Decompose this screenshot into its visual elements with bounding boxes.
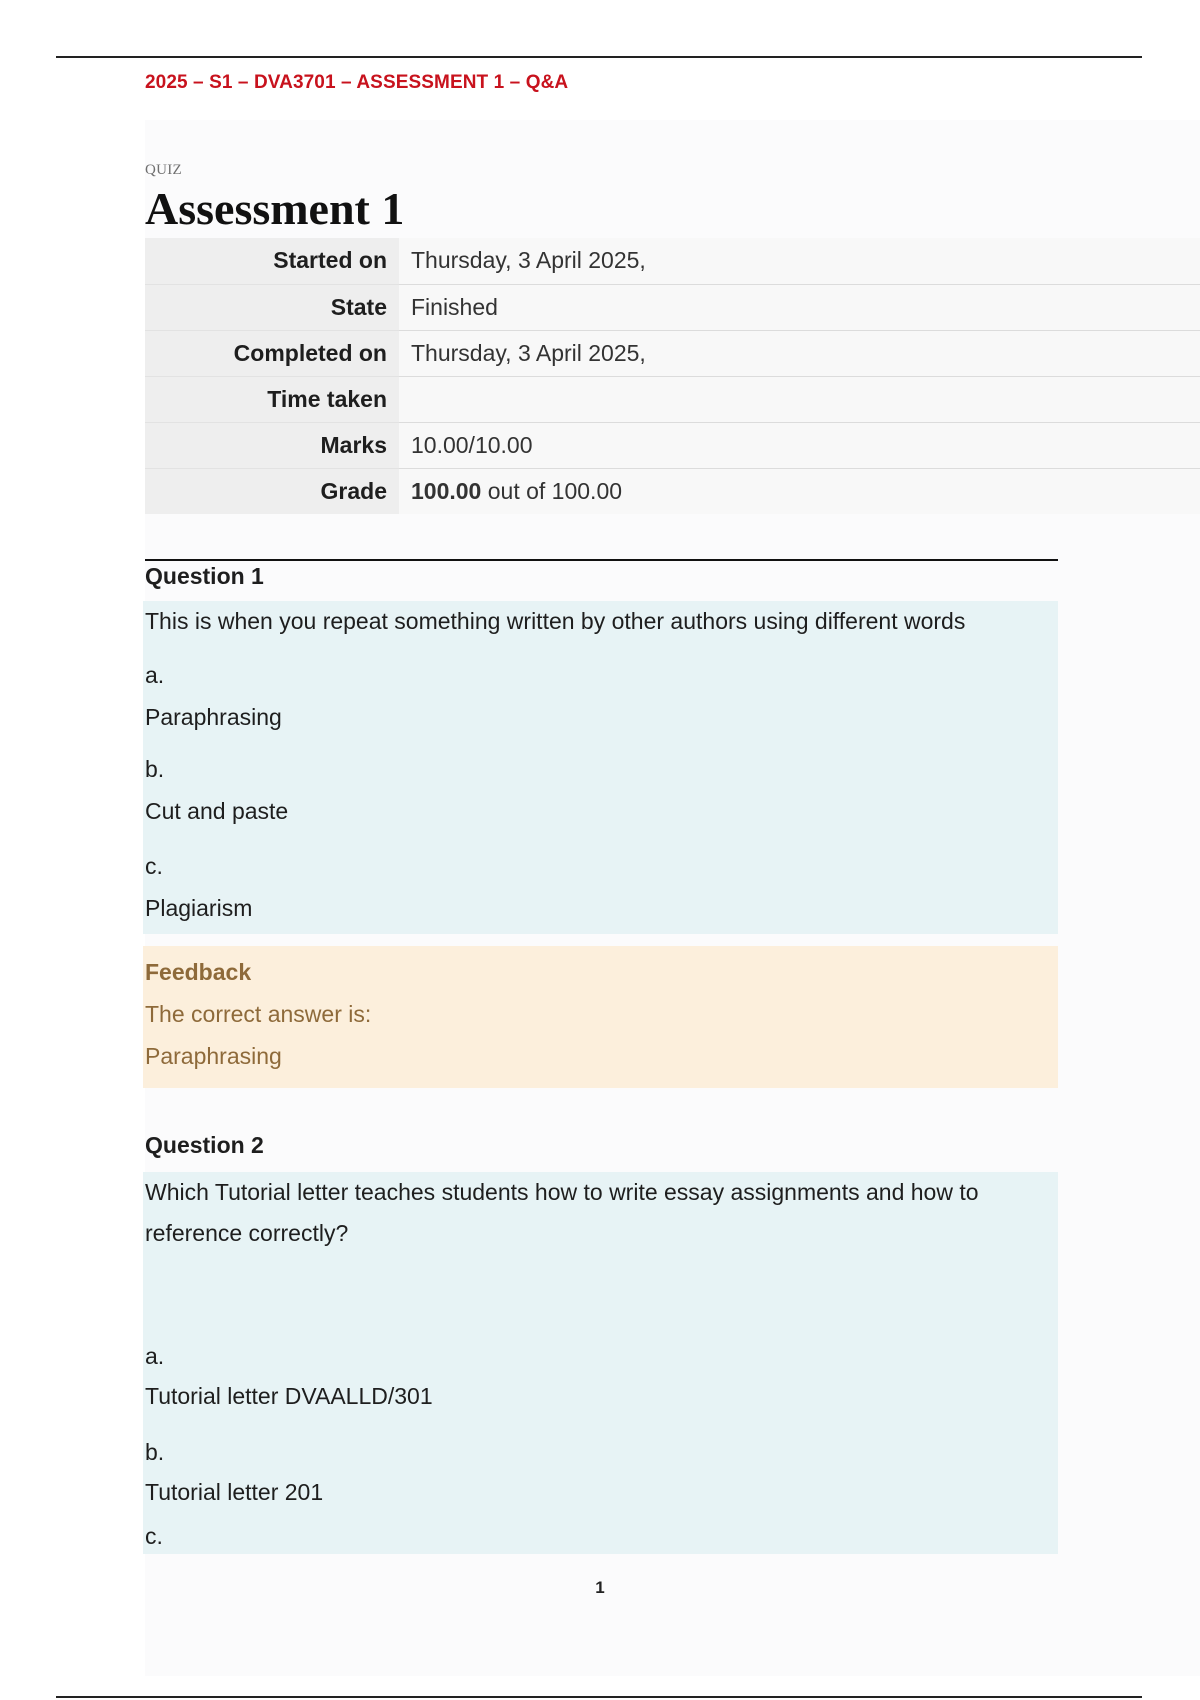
option-b-text: Cut and paste [145,798,289,824]
question-1-text: This is when you repeat something written by other authors using different words [145,608,966,634]
summary-label: Time taken [145,376,399,422]
feedback-answer: Paraphrasing [145,1043,282,1069]
grade-out-of: out of 100.00 [481,477,623,504]
option-c-text: Plagiarism [145,895,253,921]
option-a-letter: a. [145,662,165,688]
summary-label: Started on [145,238,399,284]
option-b-letter: b. [145,1439,165,1465]
summary-value [399,376,1200,422]
summary-label: Grade [145,468,399,514]
option-c-letter: c. [145,1523,163,1549]
grade-score: 100.00 [411,477,482,504]
feedback-intro: The correct answer is: [145,1001,372,1027]
bottom-rule [56,1696,1142,1698]
option-b-text: Tutorial letter 201 [145,1479,324,1505]
summary-row-grade [145,468,1200,514]
question-divider [145,559,1058,561]
feedback-title: Feedback [145,959,252,985]
summary-value: Thursday, 3 April 2025, [399,238,1200,284]
summary-value: Thursday, 3 April 2025, [399,330,1200,376]
top-rule [56,56,1142,58]
document-header: 2025 – S1 – DVA3701 – ASSESSMENT 1 – Q&A [145,72,569,93]
summary-label: State [145,284,399,330]
summary-row-state [145,284,1200,330]
option-a-text: Tutorial letter DVAALLD/301 [145,1383,433,1409]
option-a-text: Paraphrasing [145,704,282,730]
question-2-label: Question 2 [145,1132,264,1158]
question-1-label: Question 1 [145,563,264,589]
page-title: Assessment 1 [145,183,405,234]
summary-row-completed [145,330,1200,376]
summary-row-time-taken [145,376,1200,422]
question-2-text: Which Tutorial letter teaches students how to write essay assignments and how to reference correctly? [145,1179,979,1246]
option-a-letter: a. [145,1343,165,1369]
summary-label: Completed on [145,330,399,376]
option-b-letter: b. [145,756,165,782]
question-2-content [143,1172,1058,1554]
summary-value: 10.00/10.00 [399,422,1200,468]
question-1-content [143,601,1058,934]
summary-value [399,468,1200,514]
page-number: 1 [595,1578,605,1597]
attempt-summary-table [145,238,1200,514]
summary-label: Marks [145,422,399,468]
summary-row-marks [145,422,1200,468]
option-c-letter: c. [145,853,163,879]
summary-row-started [145,238,1200,284]
quiz-kicker: QUIZ [145,162,183,178]
question-1-feedback [143,946,1058,1088]
summary-value: Finished [399,284,1200,330]
